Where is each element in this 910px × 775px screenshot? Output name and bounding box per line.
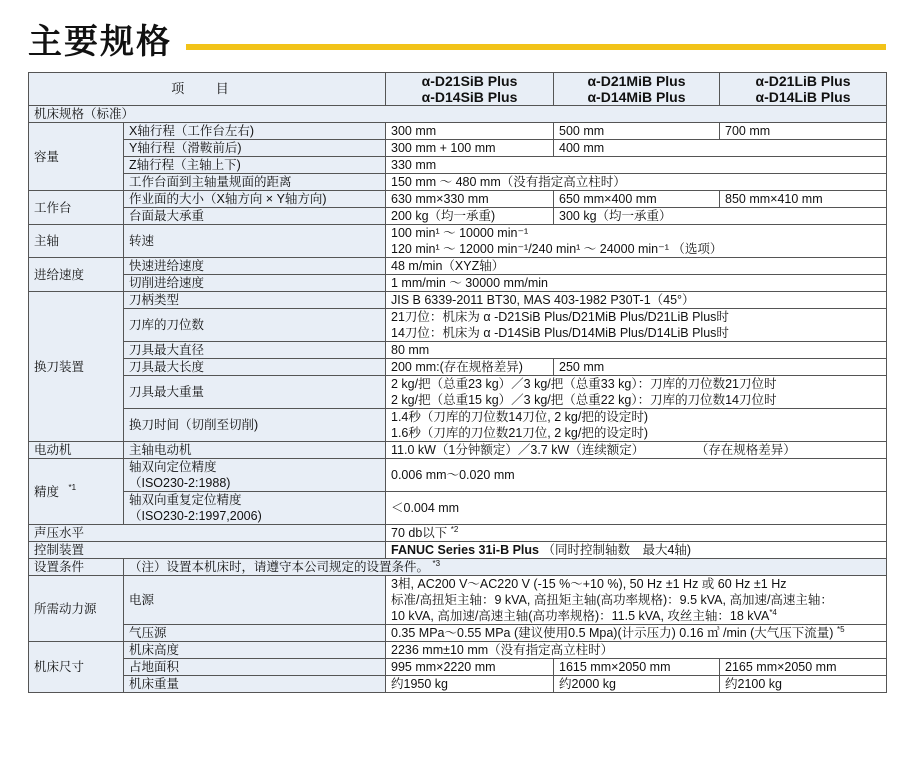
value-cell: 200 mm:(存在规格差异) <box>386 359 554 376</box>
power-line-text: 10 kVA, 高加速/高速主轴(高功率规格)：11.5 kVA, 攻丝主轴：18 kVA <box>391 609 770 623</box>
category-accuracy <box>29 459 124 525</box>
value-cell: JIS B 6339-2011 BT30, MAS 403-1982 P30T-1（45°） <box>386 292 887 309</box>
value-cell: 500 mm <box>554 123 720 140</box>
header-item-label: 项 目 <box>29 73 386 106</box>
power-line: 3相, AC200 V～AC220 V (-15 %～+10 %), 50 Hz ±1 Hz 或 60 Hz ±1 Hz <box>391 577 787 591</box>
item-tool-holder: 刀柄类型 <box>124 292 386 309</box>
item-max-tool-weight: 刀具最大重量 <box>124 376 386 409</box>
motor-value: 11.0 kW（1分钟额定）／3.7 kW（连续额定） <box>391 443 645 457</box>
item-weight: 机床重量 <box>124 676 386 693</box>
value-cell <box>386 309 887 342</box>
footnote-mark: *3 <box>432 558 441 568</box>
item-tool-change-time: 换刀时间（切削至切削) <box>124 409 386 442</box>
value-cell: 850 mm×410 mm <box>720 191 887 208</box>
item-max-tool-diameter: 刀具最大直径 <box>124 342 386 359</box>
model-col-s <box>386 73 554 106</box>
setup-note <box>124 559 887 576</box>
value-cell <box>386 225 887 258</box>
footnote-mark: *5 <box>836 624 845 634</box>
category-table: 工作台 <box>29 191 124 225</box>
category-feed: 进给速度 <box>29 258 124 292</box>
item-z-travel: Z轴行程（主轴上下) <box>124 157 386 174</box>
value-cell: 1615 mm×2050 mm <box>554 659 720 676</box>
value-cell: 330 mm <box>386 157 887 174</box>
value-cell: 48 m/min（XYZ轴） <box>386 258 887 275</box>
item-max-load: 台面最大承重 <box>124 208 386 225</box>
item-max-tool-length: 刀具最大长度 <box>124 359 386 376</box>
item-control: 控制装置 <box>29 542 386 559</box>
category-capacity: 容量 <box>29 123 124 191</box>
model-name: α-D21SiB Plus <box>421 73 518 89</box>
spec-table <box>28 72 887 693</box>
speed-line: 100 min¹ ～ 10000 min⁻¹ <box>391 226 529 240</box>
model-name: α-D21MiB Plus <box>587 73 686 89</box>
control-axes: （同时控制轴数 最大4轴) <box>542 543 692 557</box>
value-cell <box>386 525 887 542</box>
pockets-line: 21刀位：机床为 α -D21SiB Plus/D21MiB Plus/D21LiB Plus时 <box>391 310 729 324</box>
category-atc: 换刀装置 <box>29 292 124 442</box>
item-floor-space: 占地面积 <box>124 659 386 676</box>
setup-note-text: （注）设置本机床时，请遵守本公司规定的设置条件。 <box>129 560 430 574</box>
time-line: 1.6秒（刀库的刀位数21刀位, 2 kg/把的设定时) <box>391 426 648 440</box>
accuracy-label: 精度 <box>34 484 60 499</box>
value-cell: 约2000 kg <box>554 676 720 693</box>
value-cell <box>386 376 887 409</box>
value-cell <box>386 576 887 625</box>
value-cell <box>386 409 887 442</box>
weight-line: 2 kg/把（总重23 kg）／3 kg/把（总重33 kg）：刀库的刀位数21刀位时 <box>391 377 777 391</box>
value-cell <box>386 542 887 559</box>
value-cell: 80 mm <box>386 342 887 359</box>
item-rapid-feed: 快速进给速度 <box>124 258 386 275</box>
value-cell: ＜0.004 mm <box>386 492 887 525</box>
footnote-mark: *2 <box>450 524 459 534</box>
item-cutting-feed: 切削进给速度 <box>124 275 386 292</box>
model-name: α-D21LiB Plus <box>755 73 851 89</box>
category-power: 所需动力源 <box>29 576 124 642</box>
title-underline <box>186 44 886 50</box>
power-line: 标准/高扭矩主轴：9 kVA, 高扭矩主轴(高功率规格)：9.5 kVA, 高加速/高速主轴： <box>391 593 833 607</box>
item-electric: 电源 <box>124 576 386 625</box>
value-cell <box>386 442 887 459</box>
value-cell: 300 kg（均一承重） <box>554 208 887 225</box>
section-setup: 设置条件 <box>29 559 124 576</box>
value-cell: 300 mm <box>386 123 554 140</box>
model-name: α-D14SiB Plus <box>421 89 518 105</box>
item-line: （ISO230-2:1988) <box>129 476 231 490</box>
value-cell: 2236 mm±10 mm（没有指定高立柱时） <box>386 642 887 659</box>
value-cell: 150 mm ～ 480 mm（没有指定高立柱时） <box>386 174 887 191</box>
value-cell: 995 mm×2220 mm <box>386 659 554 676</box>
header-row <box>29 73 887 106</box>
value-cell: 1 mm/min ～ 30000 mm/min <box>386 275 887 292</box>
value-cell: 0.006 mm～0.020 mm <box>386 459 887 492</box>
model-col-l <box>720 73 887 106</box>
item-x-travel: X轴行程（工作台左右) <box>124 123 386 140</box>
power-line <box>391 608 881 624</box>
noise-value: 70 db以下 <box>391 526 448 540</box>
value-cell: 200 kg（均一承重) <box>386 208 554 225</box>
category-dimensions: 机床尺寸 <box>29 642 124 693</box>
item-positioning <box>124 459 386 492</box>
value-cell: 300 mm + 100 mm <box>386 140 554 157</box>
model-col-m <box>554 73 720 106</box>
weight-line: 2 kg/把（总重15 kg）／3 kg/把（总重22 kg）：刀库的刀位数14刀位时 <box>391 393 777 407</box>
item-air: 气压源 <box>124 625 386 642</box>
section-machine-spec: 机床规格（标准） <box>29 106 887 123</box>
item-line: （ISO230-2:1997,2006) <box>129 509 262 523</box>
value-cell: 630 mm×330 mm <box>386 191 554 208</box>
value-cell: 700 mm <box>720 123 887 140</box>
item-repeatability <box>124 492 386 525</box>
item-height: 机床高度 <box>124 642 386 659</box>
item-noise: 声压水平 <box>29 525 386 542</box>
value-cell: 约2100 kg <box>720 676 887 693</box>
footnote-mark: *1 <box>68 483 77 493</box>
model-name: α-D14LiB Plus <box>755 89 851 105</box>
item-spindle-motor: 主轴电动机 <box>124 442 386 459</box>
value-cell: 约1950 kg <box>386 676 554 693</box>
item-speed: 转速 <box>124 225 386 258</box>
control-name: FANUC Series 31i-B Plus <box>391 543 539 557</box>
item-work-surface: 作业面的大小（X轴方向 × Y轴方向) <box>124 191 386 208</box>
time-line: 1.4秒（刀库的刀位数14刀位, 2 kg/把的设定时) <box>391 410 648 424</box>
speed-line: 120 min¹ ～ 12000 min⁻¹/240 min¹ ～ 24000 min⁻¹ （选项） <box>391 242 723 256</box>
category-spindle: 主轴 <box>29 225 124 258</box>
value-cell: 650 mm×400 mm <box>554 191 720 208</box>
category-motor: 电动机 <box>29 442 124 459</box>
item-line: 轴双向重复定位精度 <box>129 493 242 507</box>
model-name: α-D14MiB Plus <box>587 89 686 105</box>
item-y-travel: Y轴行程（滑鞍前后) <box>124 140 386 157</box>
air-value: 0.35 MPa～0.55 MPa (建议使用0.5 Mpa)(计示压力) 0.16 ㎥ /min (大气压下流量) <box>391 626 834 640</box>
item-table-spindle-distance: 工作台面到主轴量规面的距离 <box>124 174 386 191</box>
title-area <box>28 8 888 64</box>
value-cell: 250 mm <box>554 359 887 376</box>
motor-note: （存在规格差异） <box>695 443 796 457</box>
item-tool-pockets: 刀库的刀位数 <box>124 309 386 342</box>
pockets-line: 14刀位：机床为 α -D14SiB Plus/D14MiB Plus/D14LiB Plus时 <box>391 326 729 340</box>
value-cell: 400 mm <box>554 140 887 157</box>
value-cell <box>386 625 887 642</box>
footnote-mark: *4 <box>769 607 777 617</box>
page-title: 主要规格 <box>28 22 172 62</box>
item-line: 轴双向定位精度 <box>129 460 217 474</box>
value-cell: 2165 mm×2050 mm <box>720 659 887 676</box>
